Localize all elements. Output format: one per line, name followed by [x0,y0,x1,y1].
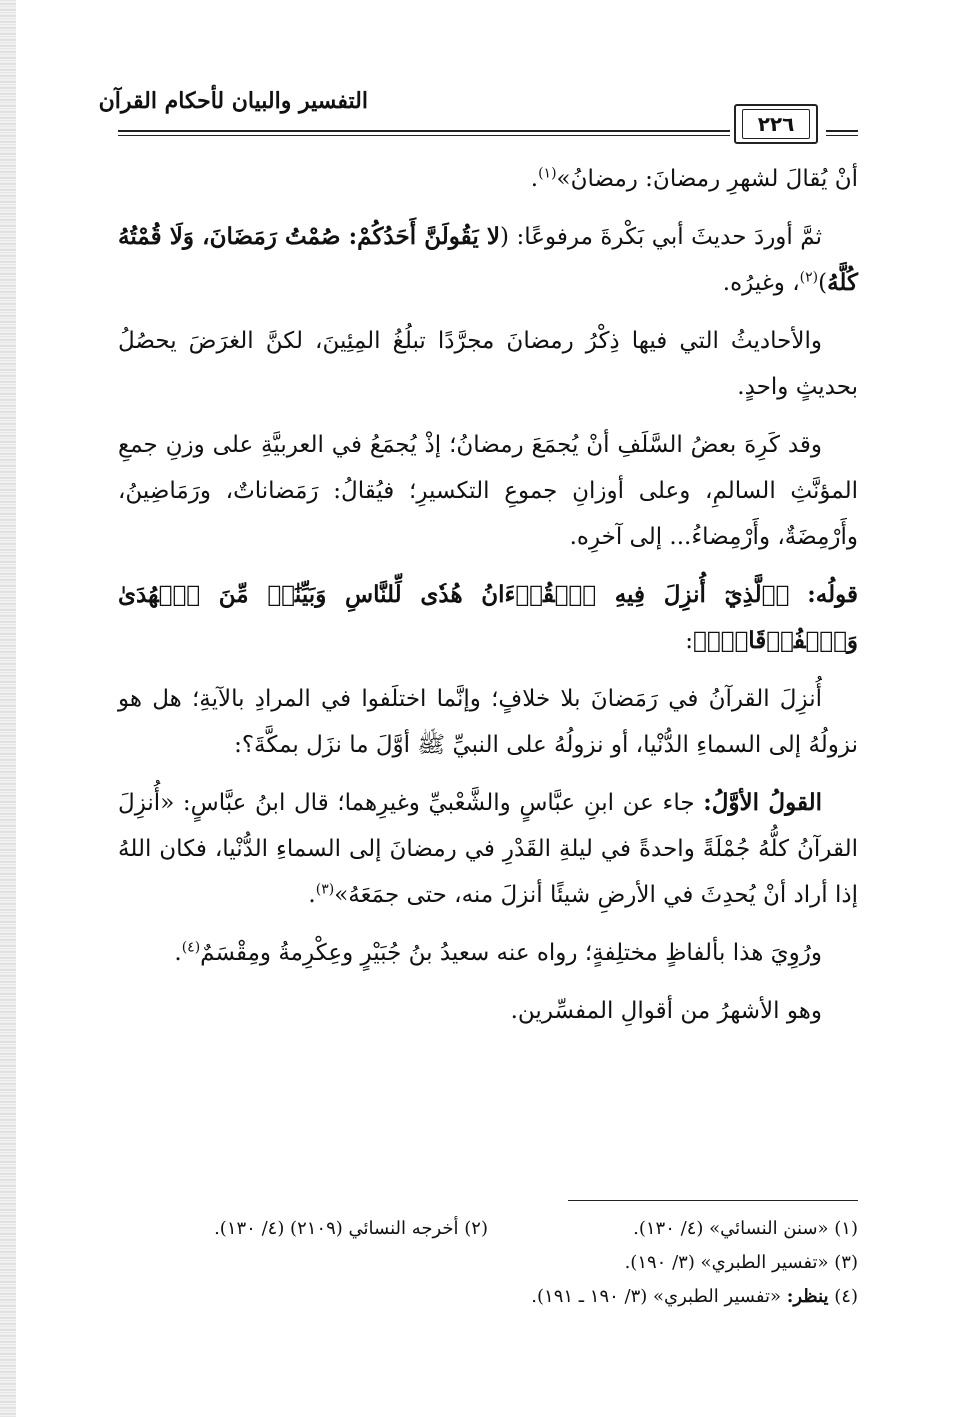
footnote-ref-3: (٣) [315,881,335,898]
book-spine-shadow [0,0,16,1417]
paragraph-2: ثمَّ أوردَ حديثَ أبي بَكْرةَ مرفوعًا: (لا يَقُولَنَّ أَحَدُكُمْ: صُمْتُ رَمَضَانَ، وَلَا قُمْتُهُ كُلَّهُ)$^{(٢)}$، وغيرُه. [118,223,858,296]
footnote-row [118,1212,858,1246]
footnote-ref-1: (١) [538,165,557,182]
paragraph-6: أُنزِلَ القرآنُ في رَمَضانَ بلا خلافٍ؛ وإنَّما اختلَفوا في المرادِ بالآيةِ؛ هل هو نزولُهُ إلى السماءِ الدُّنْيا، أو نزولُهُ على النبيِّ ﷺ أوَّلَ ما نزَل بمكَّةَ؟: [118,686,858,758]
footnote-separator [568,1200,858,1201]
paragraph-7: القولُ الأوَّلُ: جاء عن ابنِ عبَّاسٍ والشَّعْبيِّ وغيرِهما؛ قال ابنُ عبَّاسٍ: «أُنزِلَ القرآنُ كلُّهُ جُمْلَةً واحدةً في ليلةِ القَدْرِ في رمضانَ إلى السماءِ الدُّنْيا، فكان اللهُ إذا أراد أنْ يُحدِثَ في الأرضِ شيئًا أنزلَ منه، حتى جمَعَهُ»$^{(٣)}$. [118,789,858,908]
paragraph-9: وهو الأشهرُ من أقوالِ المفسِّرين. [510,998,822,1024]
footnote-1: (١) «سنن النسائي» (٤/ ١٣٠). [633,1218,858,1239]
page-header [98,82,858,152]
paragraph-3: والأحاديثُ التي فيها ذِكْرُ رمضانَ مجرَّدًا تبلُغُ المِئِينَ، لكنَّ الغرَضَ يحصُلُ بحديثٍ واحدٍ. [118,328,858,400]
paragraph-4: وقد كَرِهَ بعضُ السَّلَفِ أنْ يُجمَعَ رمضانُ؛ إذْ يُجمَعُ في العربيَّةِ على وزنِ جمعِ المؤنَّثِ السالمِ، وعلى أوزانِ جموعِ التكسيرِ؛ فيُقالُ: رَمَضاناتٌ، ورَمَاضِينُ، وأَرْمِضَةٌ، وأَرْمِضاءُ... إلى آخرِه. [118,432,858,550]
paragraph-1: أنْ يُقالَ لشهرِ رمضانَ: رمضانُ»$^{(١)}$. [530,165,858,192]
hadith-quote: لا يَقُولَنَّ أَحَدُكُمْ: صُمْتُ رَمَضَانَ، وَلَا قُمْتُهُ كُلَّهُ [118,223,858,296]
first-opinion-label: القولُ الأوَّلُ: [703,789,822,816]
book-title: التفسير والبيان لأحكام القرآن [98,88,368,114]
header-rule-thin [118,135,730,136]
footnote-3: (٣) «تفسير الطبري» (٣/ ١٩٠). [624,1252,858,1273]
paragraph-5-verse: قولُه: ﴿ٱلَّذِيٓ أُنزِلَ فِيهِ ٱلۡقُرۡءَانُ هُدٗى لِّلنَّاسِ وَبَيِّنَٰتٖ مِّنَ ٱلۡهُدَىٰ وَٱلۡفُرۡقَانِۚ﴾: [118,581,859,654]
header-rule-right [826,130,858,132]
footnote-4: (٤) ينظر: «تفسير الطبري» (٣/ ١٩٠ ـ ١٩١). [531,1286,858,1307]
quran-verse: ﴿ٱلَّذِيٓ أُنزِلَ فِيهِ ٱلۡقُرۡءَانُ هُدٗى لِّلنَّاسِ وَبَيِّنَٰتٖ مِّنَ ٱلۡهُدَىٰ وَٱلۡفُرۡقَانِۚ﴾ [118,581,858,654]
paragraph-8: ورُوِيَ هذا بألفاظٍ مختلِفةٍ؛ رواه عنه سعيدُ بنُ جُبَيْرٍ وعِكْرِمةُ ومِقْسَمٌ$^{(٤)}$. [174,939,822,966]
page-number: ٢٢٦ [742,109,810,139]
footnote-ref-4: (٤) [181,939,201,956]
footnotes [118,1212,858,1314]
footnote-2: (٢) أخرجه النسائي (٢١٠٩) (٤/ ١٣٠). [214,1218,488,1239]
verse-label: قولُه: [807,581,859,608]
header-rule [118,130,730,132]
main-text [118,156,858,1046]
header-rule-right-thin [826,135,858,136]
page-number-frame [734,104,818,144]
footnote-ref-2: (٢) [799,269,819,286]
